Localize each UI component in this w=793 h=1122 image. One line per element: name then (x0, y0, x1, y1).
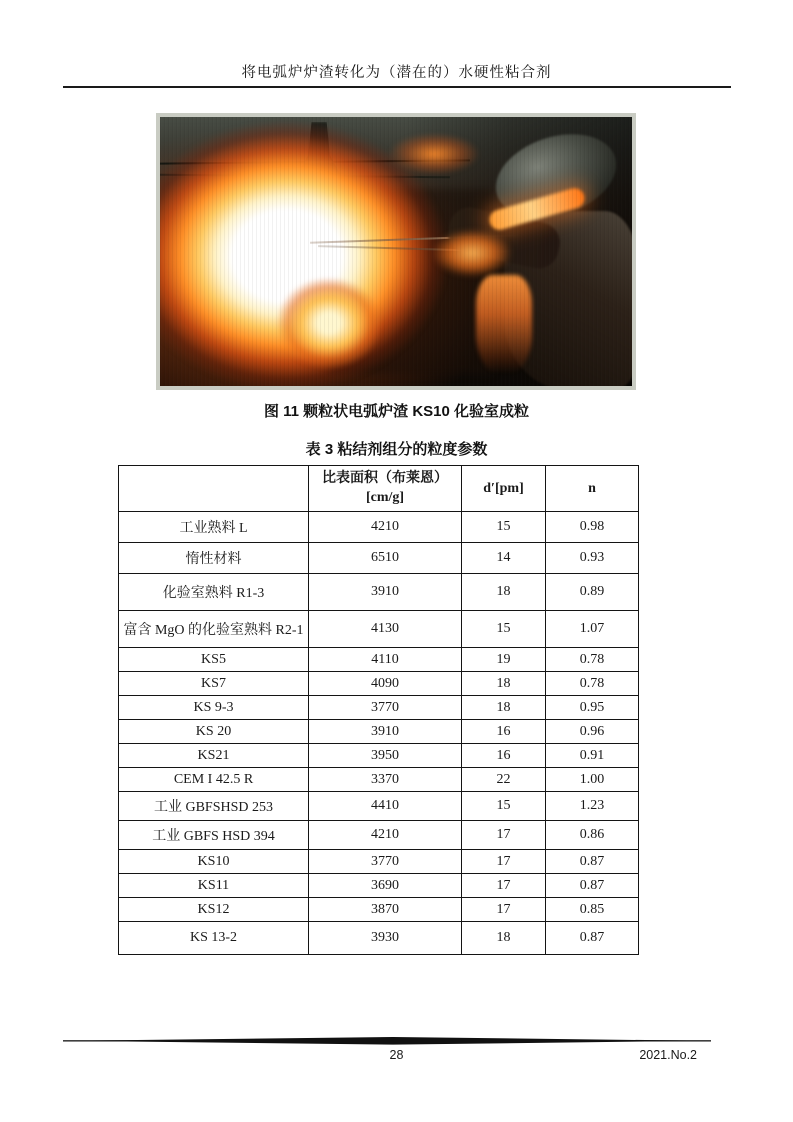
d-value-cell: 17 (462, 850, 546, 874)
surface-area-cell: 4090 (309, 672, 462, 696)
page-number: 28 (389, 1048, 404, 1062)
figure-caption: 图 11 颗粒状电弧炉渣 KS10 化验室成粒 (263, 403, 530, 420)
surface-area-column-header (309, 466, 462, 512)
figure-photo-frame (156, 113, 636, 390)
material-cell: 工业 GBFS HSD 394 (119, 821, 309, 850)
d-value-cell: 17 (462, 874, 546, 898)
n-value-cell: 0.93 (546, 543, 639, 574)
d-value-cell: 19 (462, 648, 546, 672)
page-header-title: 将电弧炉炉渣转化为（潜在的）水硬性粘合剂 (241, 65, 552, 81)
material-cell: CEM I 42.5 R (119, 768, 309, 792)
surface-area-cell: 3690 (309, 874, 462, 898)
table-header-row (119, 466, 639, 512)
d-value-cell: 15 (462, 792, 546, 821)
table-row (119, 792, 639, 821)
surface-area-cell: 3950 (309, 744, 462, 768)
table-row (119, 768, 639, 792)
n-value-cell: 0.86 (546, 821, 639, 850)
surface-area-cell: 4410 (309, 792, 462, 821)
material-cell: KS10 (119, 850, 309, 874)
surface-area-cell: 4110 (309, 648, 462, 672)
table-row (119, 543, 639, 574)
table-row (119, 512, 639, 543)
material-cell: 工业熟料 L (119, 512, 309, 543)
table-row (119, 611, 639, 648)
n-value-cell: 0.98 (546, 512, 639, 543)
n-value-cell: 0.87 (546, 874, 639, 898)
n-value-cell: 0.85 (546, 898, 639, 922)
n-value-cell: 0.95 (546, 696, 639, 720)
issue-number: 2021.No.2 (639, 1048, 697, 1062)
surface-area-cell: 3370 (309, 768, 462, 792)
d-value-cell: 18 (462, 696, 546, 720)
table-body (119, 512, 639, 955)
d-value-cell: 16 (462, 720, 546, 744)
table-row (119, 720, 639, 744)
n-value-cell: 0.87 (546, 850, 639, 874)
d-value-cell: 18 (462, 922, 546, 955)
d-value-cell: 14 (462, 543, 546, 574)
particle-parameters-table (118, 465, 639, 955)
surface-area-header-line1: 比表面积（布莱恩） (322, 471, 448, 487)
n-value-cell: 1.07 (546, 611, 639, 648)
table-row (119, 821, 639, 850)
material-cell: KS7 (119, 672, 309, 696)
d-value-cell: 15 (462, 611, 546, 648)
table-row (119, 874, 639, 898)
table-row (119, 922, 639, 955)
surface-area-cell: 4130 (309, 611, 462, 648)
surface-area-cell: 3870 (309, 898, 462, 922)
n-value-cell: 0.87 (546, 922, 639, 955)
material-cell: KS11 (119, 874, 309, 898)
d-value-cell: 15 (462, 512, 546, 543)
material-cell: 工业 GBFSHSD 253 (119, 792, 309, 821)
d-value-cell: 17 (462, 821, 546, 850)
surface-area-cell: 3770 (309, 696, 462, 720)
table-row (119, 696, 639, 720)
surface-area-cell: 3910 (309, 574, 462, 611)
furnace-photo (160, 117, 632, 386)
n-value-cell: 0.78 (546, 648, 639, 672)
n-value-cell: 0.78 (546, 672, 639, 696)
material-column-header (119, 466, 309, 512)
material-cell: 化验室熟料 R1-3 (119, 574, 309, 611)
table-row (119, 648, 639, 672)
d-column-header: d′[pm] (462, 466, 546, 512)
d-value-cell: 16 (462, 744, 546, 768)
material-cell: KS12 (119, 898, 309, 922)
surface-area-header-line2: [cm/g] (365, 489, 405, 505)
surface-area-cell: 3770 (309, 850, 462, 874)
table-caption: 表 3 粘结剂组分的粒度参数 (305, 441, 488, 458)
n-value-cell: 1.23 (546, 792, 639, 821)
table-row (119, 850, 639, 874)
surface-area-cell: 3930 (309, 922, 462, 955)
table-row (119, 744, 639, 768)
material-cell: KS 13-2 (119, 922, 309, 955)
table-row (119, 574, 639, 611)
surface-area-cell: 6510 (309, 543, 462, 574)
material-cell: KS5 (119, 648, 309, 672)
material-cell: 富含 MgO 的化验室熟料 R2-1 (119, 611, 309, 648)
d-value-cell: 18 (462, 672, 546, 696)
n-value-cell: 0.91 (546, 744, 639, 768)
material-cell: KS 9-3 (119, 696, 309, 720)
material-cell: 惰性材料 (119, 543, 309, 574)
n-value-cell: 1.00 (546, 768, 639, 792)
n-value-cell: 0.96 (546, 720, 639, 744)
header-rule (63, 86, 731, 88)
surface-area-cell: 3910 (309, 720, 462, 744)
table-row (119, 672, 639, 696)
footer-rule (63, 1036, 711, 1046)
scan-texture-overlay (160, 117, 632, 386)
table-row (119, 898, 639, 922)
material-cell: KS21 (119, 744, 309, 768)
d-value-cell: 17 (462, 898, 546, 922)
surface-area-cell: 4210 (309, 821, 462, 850)
n-value-cell: 0.89 (546, 574, 639, 611)
d-value-cell: 22 (462, 768, 546, 792)
material-cell: KS 20 (119, 720, 309, 744)
n-column-header: n (546, 466, 639, 512)
d-value-cell: 18 (462, 574, 546, 611)
surface-area-cell: 4210 (309, 512, 462, 543)
